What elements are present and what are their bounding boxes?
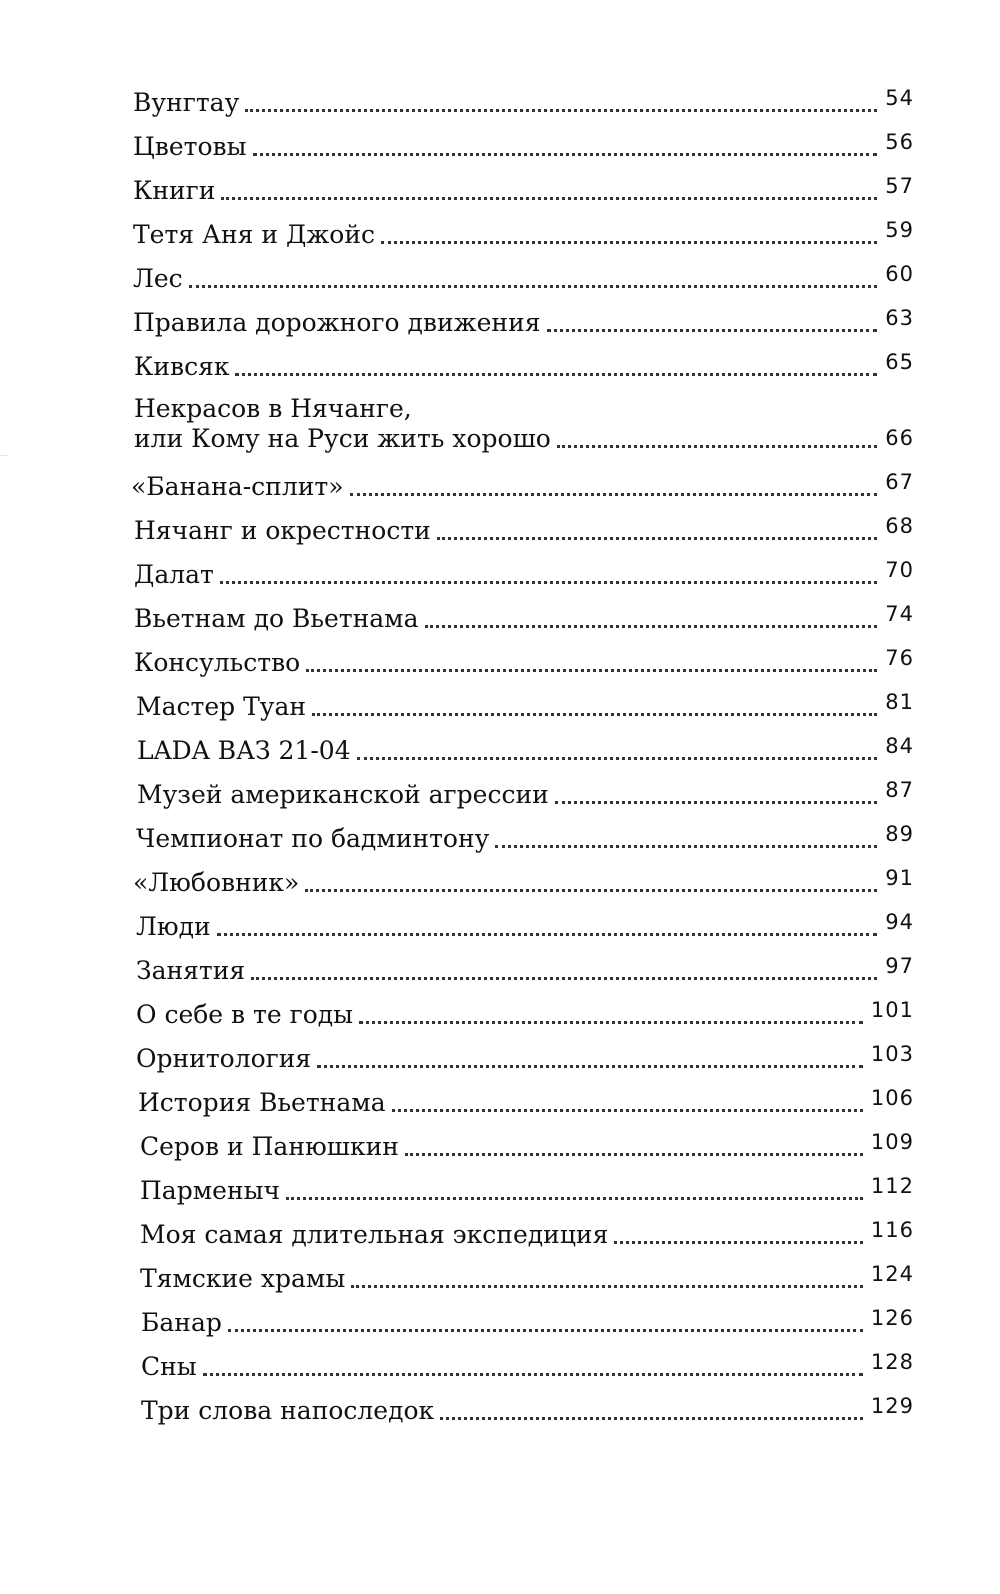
toc-entry-title [133,132,247,162]
toc-entry-title-text: Чемпионат по бадминтону [136,824,490,853]
toc-entry-page-number: 60 [885,262,914,286]
dot-leader [235,373,877,376]
dot-leader [547,329,878,332]
toc-entry-title-text: «Любовник» [133,868,300,897]
toc-entry-page-number: 65 [885,350,914,374]
toc-entry-title-text: Нячанг и окрестности [134,516,431,545]
dot-leader [495,845,877,848]
toc-entry-page-number: 106 [870,1086,914,1110]
toc-entry-title [136,956,245,986]
toc-entry-title [136,912,211,942]
toc-entry-page-number: 84 [885,734,914,758]
toc-entry-title-text: Люди [136,912,211,941]
dot-leader [253,153,878,156]
toc-entry-page-number: 59 [885,218,914,242]
toc-entry-page-number: 66 [885,426,914,450]
toc-entry-page-number: 126 [870,1306,914,1330]
toc-entry-title-text: История Вьетнама [138,1088,386,1117]
toc-entry-title-line1: Некрасов в Нячанге, [134,394,412,423]
toc-entry-page-number: 109 [870,1130,914,1154]
toc-entry-title-text: Сны [141,1352,197,1381]
dot-leader [305,889,877,892]
dot-leader [245,109,877,112]
toc-entry-title-text: Парменыч [140,1176,281,1205]
toc-entry-title [134,604,419,634]
toc-entry-page-number: 89 [885,822,914,846]
dot-leader [306,669,877,672]
toc-entry-title [140,1220,608,1250]
toc-entry-page-number: 116 [870,1218,914,1242]
dot-leader [203,1373,863,1376]
toc-entry-title [134,516,431,546]
toc-entry-page-number: 67 [885,470,914,494]
toc-entry-page-number: 103 [870,1042,914,1066]
toc-entry-title [134,560,214,590]
toc-entry-title-text: Тетя Аня и Джойс [133,220,375,249]
dot-leader [189,285,878,288]
dot-leader [286,1197,863,1200]
toc-entry-title-text: Банар [141,1308,222,1337]
toc-entry-title-text: LADA ВАЗ 21-04 [137,736,351,765]
toc-entry-page-number: 101 [870,998,914,1022]
toc-entry-title-text: Цветовы [133,132,247,161]
toc-entry-title [141,1308,222,1338]
toc-entry-title [133,264,183,294]
toc-entry-page-number: 70 [885,558,914,582]
toc-entry-title-text: Моя самая длительная экспедиция [140,1220,609,1249]
toc-entry-page-number: 56 [885,130,914,154]
toc-entry-title [136,1000,353,1030]
dot-leader [440,1417,863,1420]
dot-leader [350,493,878,496]
toc-entry-page-number: 91 [885,866,914,890]
dot-leader [425,625,878,628]
toc-entry-page-number: 129 [870,1394,914,1418]
dot-leader [228,1329,863,1332]
dot-leader [557,445,877,448]
toc-entry-title [133,868,299,898]
toc-entry-title [134,394,551,454]
toc-entry-title-text: Книги [133,176,216,205]
toc-entry-title [141,1396,434,1426]
toc-entry-title-text: Музей американской агрессии [137,780,549,809]
toc-entry-title-text: Орнитология [136,1044,312,1073]
toc-entry-title-text: Правила дорожного движения [133,308,541,337]
toc-entry-title [134,648,300,678]
dot-leader [351,1285,863,1288]
toc-entry-page-number: 76 [885,646,914,670]
toc-entry-title-text: Кивсяк [134,352,230,381]
toc-entry-page-number: 128 [870,1350,914,1374]
toc-entry-title-text: О себе в те годы [136,1000,354,1029]
toc-entry-page-number: 68 [885,514,914,538]
toc-entry-title-text: Мастер Туан [136,692,307,721]
toc-entry-title-text: Вьетнам до Вьетнама [134,604,419,633]
toc-entry-title [134,352,229,382]
toc-entry-title [131,472,344,502]
toc-entry-title-text: Тямские храмы [140,1264,346,1293]
toc-entry-title [141,1352,197,1382]
toc-entry-title [133,308,541,338]
toc-entry-page-number: 97 [885,954,914,978]
toc-entry-page-number: 112 [870,1174,914,1198]
dot-leader [381,241,877,244]
dot-leader [437,537,877,540]
toc-entry-title [136,1044,311,1074]
toc-entry-title-text: Лес [133,264,183,293]
dot-leader [220,581,877,584]
toc-entry-page-number: 124 [870,1262,914,1286]
dot-leader [614,1241,863,1244]
toc-entry-title [133,88,239,118]
toc-entry-title [138,1088,386,1118]
toc-entry-title [137,780,549,810]
toc-entry-title-text: Консульство [134,648,301,677]
dot-leader [405,1153,863,1156]
dot-leader [555,801,877,804]
toc-entry-title [140,1132,399,1162]
toc-entry-title-text: Занятия [136,956,246,985]
toc-entry-title [136,692,306,722]
toc-entry-page-number: 63 [885,306,914,330]
toc-entry-title-text: Серов и Панюшкин [140,1132,399,1161]
toc-entry-title [140,1176,280,1206]
dot-leader [221,197,877,200]
toc-entry-title [133,220,375,250]
dot-leader [251,977,877,980]
toc-entry-title [133,176,215,206]
dot-leader [357,757,878,760]
dot-leader [217,933,878,936]
toc-entry-page-number: 54 [885,86,914,110]
toc-entry-title [136,824,489,854]
page-edge-mark [0,455,8,456]
toc-entry-title-text: «Банана-сплит» [131,472,344,501]
toc-entry-page-number: 81 [885,690,914,714]
toc-entry-title [140,1264,345,1294]
dot-leader [317,1065,863,1068]
toc-entry-title [137,736,351,766]
toc-entry-page-number: 94 [885,910,914,934]
toc-entry-title-text: Три слова напоследок [141,1396,435,1425]
toc-entry-page-number: 74 [885,602,914,626]
toc-entry-page-number: 87 [885,778,914,802]
toc-entry-title-text: Вунгтау [133,88,240,117]
dot-leader [312,713,877,716]
dot-leader [359,1021,863,1024]
toc-entry-title-text: или Кому на Руси жить хорошо [134,424,551,453]
toc-entry-title-text: Далат [134,560,214,589]
dot-leader [392,1109,863,1112]
toc-entry-page-number: 57 [885,174,914,198]
